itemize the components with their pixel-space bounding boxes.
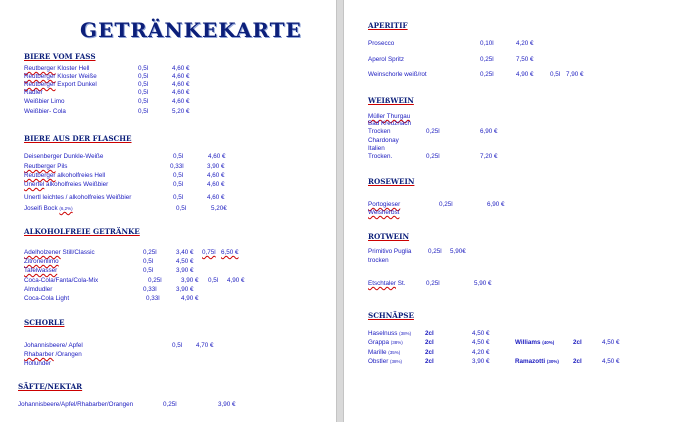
menu-item-size: 0,25l <box>439 201 453 208</box>
wine-name: Müller Thurgau <box>368 113 411 120</box>
section-heading-alkoholfrei: ALKOHOLFREIE GETRÄNKE <box>24 227 140 236</box>
menu-item-price: 6,90 € <box>480 128 498 135</box>
menu-item-name: Johannisbeere/Apfel/Rhabarber/Orangen <box>18 401 134 408</box>
menu-item-price: 5,20€ <box>211 205 227 212</box>
menu-item-price: 4,50 € <box>472 330 490 337</box>
wine-taste: Trocken <box>368 128 391 135</box>
menu-item-size: 2cl <box>425 349 434 356</box>
wine-origin: Italien <box>368 145 385 152</box>
menu-item-size-large: 0,5l <box>208 277 219 284</box>
page-left <box>0 0 336 422</box>
menu-item-size: 0,25l <box>428 248 442 255</box>
section-heading-saefte: SÄFTE/NEKTAR <box>18 382 83 391</box>
menu-item-size: 2cl <box>425 339 434 346</box>
menu-item-price: 4,60 € <box>207 172 225 179</box>
menu-item-price: 4,60 € <box>207 194 225 201</box>
menu-item-name: Almdudler <box>24 286 53 293</box>
menu-item-name: Unertel alkoholfreies Weißbier <box>24 181 109 188</box>
menu-item-size: 0,33l <box>146 295 160 302</box>
page-gutter <box>336 0 344 422</box>
menu-item-name: Weinschorle weiß/rot <box>368 71 427 78</box>
menu-item-size: 0,5l <box>173 194 184 201</box>
section-heading-weisswein: WEIßWEIN <box>368 96 414 105</box>
section-heading-biere-flasche: BIERE AUS DER FLASCHE <box>24 134 132 143</box>
menu-item-price: 3,90 € <box>207 163 225 170</box>
menu-item-price: 4,50 € <box>472 339 490 346</box>
menu-item-price: 3,90 € <box>218 401 236 408</box>
menu-item-price: 4,60 € <box>172 81 190 88</box>
menu-item-name: Aperol Spritz <box>368 56 405 63</box>
menu-item-size: 0,5l <box>138 89 149 96</box>
menu-item-size: 0,5l <box>143 267 154 274</box>
menu-item-price-large: 6,50 € <box>221 249 239 256</box>
menu-item-price: 4,50 € <box>602 339 620 346</box>
menu-item-size-large: 0,75l <box>202 249 216 256</box>
menu-item-price: 4,70 € <box>196 342 214 349</box>
page-title: GETRÄNKEKARTE <box>80 18 302 42</box>
menu-item-size: 2cl <box>573 358 582 365</box>
menu-item-size: 0,25l <box>148 277 162 284</box>
menu-item-name: Marille (35%) <box>368 349 401 356</box>
menu-item-price: 5,90 € <box>474 280 492 287</box>
menu-item-price: 6,90 € <box>487 201 505 208</box>
menu-item-size: 0,5l <box>138 108 149 115</box>
menu-item-price: 3,90 € <box>176 267 194 274</box>
menu-item-size: 0,5l <box>173 181 184 188</box>
menu-item-name: Joseifi Bock (6,2%) <box>24 205 73 212</box>
menu-item-size: 0,5l <box>172 342 183 349</box>
section-heading-schnaepse: SCHNÄPSE <box>368 311 414 320</box>
menu-item-price: 4,20 € <box>472 349 490 356</box>
menu-item-name: Johannisbeere/ Apfel <box>24 342 83 349</box>
menu-item-name: Ramazotti (30%) <box>515 358 559 365</box>
menu-item-name: Reutberger Pils <box>24 163 68 170</box>
menu-item-size: 0,25l <box>426 153 440 160</box>
page-right <box>344 0 680 422</box>
menu-item-name: Reutberger Kloster Weiße <box>24 73 97 80</box>
menu-item-size: 0,5l <box>173 153 184 160</box>
menu-item-price: 4,60 € <box>172 65 190 72</box>
menu-item-size: 0,5l <box>138 98 149 105</box>
menu-item-name: Coca-Cola Light <box>24 295 70 302</box>
menu-item-size: 0,25l <box>480 71 494 78</box>
menu-item-size: 2cl <box>425 358 434 365</box>
menu-item-name: Haselnuss (38%) <box>368 330 412 337</box>
menu-item-price: 4,60 € <box>172 89 190 96</box>
menu-item-price: 4,60 € <box>172 98 190 105</box>
menu-item-size: 0,5l <box>138 65 149 72</box>
wine-name: Weisherbst <box>368 209 400 216</box>
menu-item-name: Weißbier Limo <box>24 98 65 105</box>
menu-item-size: 0,5l <box>143 258 154 265</box>
menu-item-name: Radler <box>24 89 43 96</box>
section-heading-aperitif: APERITIF <box>368 21 408 30</box>
menu-item-name: Hollunder <box>24 360 51 367</box>
menu-item-name: Reutberger alkoholfreies Hell <box>24 172 106 179</box>
menu-item-name: Obstler (38%) <box>368 358 403 365</box>
menu-item-price: 4,60 € <box>208 153 226 160</box>
menu-item-name: Tafelwasser <box>24 267 58 274</box>
menu-item-size: 2cl <box>573 339 582 346</box>
menu-item-name: Prosecco <box>368 40 395 47</box>
menu-item-size: 0,25l <box>480 56 494 63</box>
menu-item-name: Grappa (38%) <box>368 339 403 346</box>
menu-item-name: Rhabarber /Orangen <box>24 351 82 358</box>
menu-item-name: Weißbier- Cola <box>24 108 66 115</box>
menu-item-name: Reutberger Export Dunkel <box>24 81 97 88</box>
menu-item-name: Adelholzener Still/Classic <box>24 249 95 256</box>
menu-item-price: 3,90 € <box>472 358 490 365</box>
wine-name: Portogieser <box>368 201 401 208</box>
menu-item-price: 4,60 € <box>207 181 225 188</box>
menu-item-price: 3,90 € <box>176 286 194 293</box>
menu-item-name: Unertl leichtes / alkoholfreies Weißbier <box>24 194 132 201</box>
menu-item-price: 4,90 € <box>516 71 534 78</box>
menu-item-name: Reutberger Kloster Hell <box>24 65 90 72</box>
section-heading-rosewein: ROSEWEIN <box>368 177 415 186</box>
menu-item-price: 3,40 € <box>176 249 194 256</box>
menu-item-size: 0,25l <box>163 401 177 408</box>
menu-item-size: 0,5l <box>173 172 184 179</box>
menu-item-price: 7,50 € <box>516 56 534 63</box>
menu-item-size: 0,5l <box>176 205 187 212</box>
menu-item-price: 5,20 € <box>172 108 190 115</box>
section-heading-schorle: SCHORLE <box>24 318 65 327</box>
menu-item-price: 4,90 € <box>181 295 199 302</box>
menu-item-price-large: 7,90 € <box>566 71 584 78</box>
menu-item-price: 4,50 € <box>602 358 620 365</box>
menu-item-size-large: 0,5l <box>550 71 561 78</box>
menu-item-size: 0,10l <box>480 40 494 47</box>
section-heading-biere-fass: BIERE VOM FASS <box>24 52 96 61</box>
menu-item-price: 4,20 € <box>516 40 534 47</box>
wine-name: Chardonay <box>368 137 399 144</box>
menu-item-size: 0,33l <box>170 163 184 170</box>
menu-item-price-large: 4,90 € <box>227 277 245 284</box>
menu-item-size: 0,33l <box>143 286 157 293</box>
section-heading-rotwein: ROTWEIN <box>368 232 410 241</box>
menu-item-price: 4,60 € <box>172 73 190 80</box>
menu-item-size: 0,5l <box>138 81 149 88</box>
menu-item-size: 0,5l <box>138 73 149 80</box>
wine-origin: Bad Kreuznach <box>368 120 412 127</box>
wine-taste: trocken <box>368 257 389 264</box>
menu-item-size: 0,25l <box>426 280 440 287</box>
menu-item-price: 3,90 € <box>181 277 199 284</box>
menu-item-price: 5,90€ <box>450 248 466 255</box>
menu-item-name: Williams (40%) <box>515 339 555 346</box>
menu-item-price: 7,20 € <box>480 153 498 160</box>
menu-item-name: Deisenberger Dunkle-Weiße <box>24 153 104 160</box>
wine-name: Primitivo Puglia <box>368 248 412 255</box>
menu-item-name: Coca-Cola/Fanta/Cola-Mix <box>24 277 99 284</box>
menu-item-name: Zitronenlimo <box>24 258 59 265</box>
menu-item-size: 2cl <box>425 330 434 337</box>
wine-name: Etschtaler St. <box>368 280 406 287</box>
menu-item-size: 0,25l <box>426 128 440 135</box>
wine-taste: Trocken. <box>368 153 393 160</box>
menu-item-price: 4,50 € <box>176 258 194 265</box>
menu-item-size: 0,25l <box>143 249 157 256</box>
